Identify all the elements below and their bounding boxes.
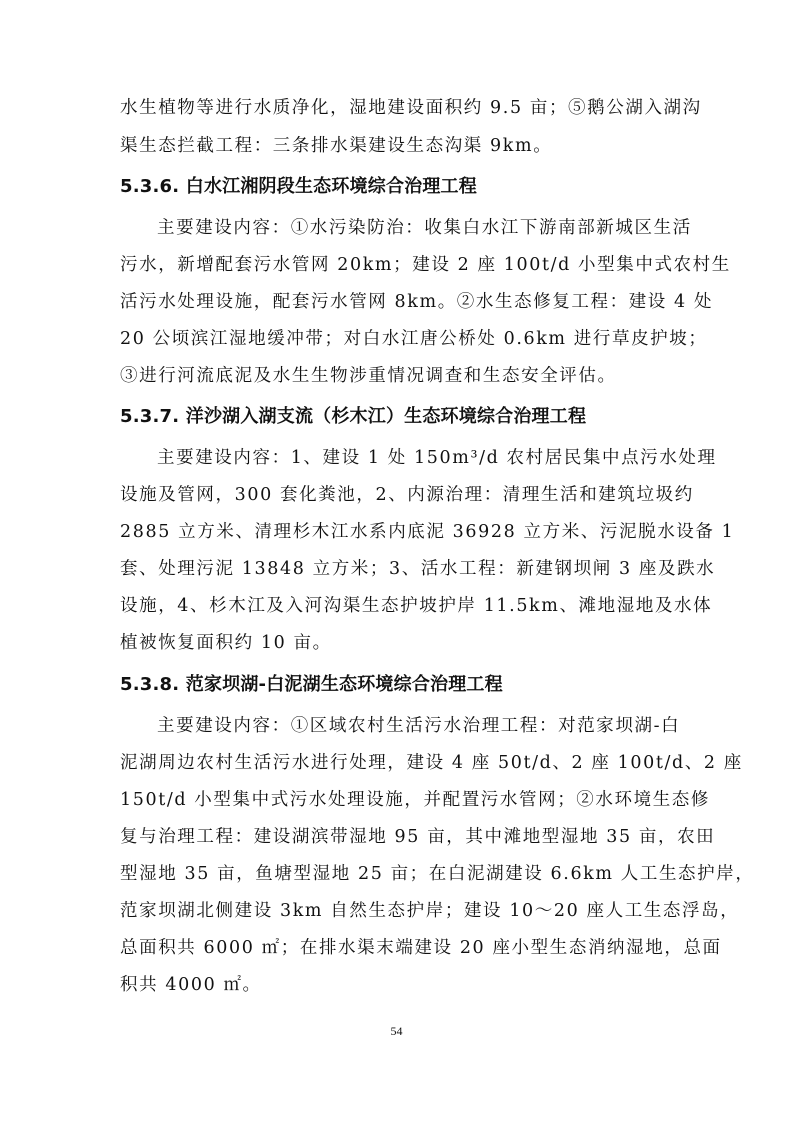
paragraph-line: 泥湖周边农村生活污水进行处理，建设 4 座 50t/d、2 座 100t/d、2 座 — [120, 753, 743, 773]
paragraph-line: 型湿地 35 亩，鱼塘型湿地 25 亩；在白泥湖建设 6.6km 人工生态护岸， — [120, 864, 755, 884]
paragraph-line: 积共 4000 ㎡。 — [120, 975, 262, 995]
paragraph-line: 套、处理污泥 13848 立方米；3、活水工程：新建钢坝闸 3 座及跌水 — [120, 559, 716, 579]
paragraph-line: 主要建设内容：1、建设 1 处 150m³/d 农村居民集中点污水处理 — [157, 448, 717, 468]
paragraph-line: 总面积共 6000 ㎡；在排水渠末端建设 20 座小型生态消纳湿地，总面 — [120, 938, 722, 958]
paragraph-line: 水生植物等进行水质净化，湿地建设面积约 9.5 亩；⑤鹅公湖入湖沟 — [120, 98, 702, 118]
section-heading-5-3-7: 5.3.7. 洋沙湖入湖支流（杉木江）生态环境综合治理工程 — [120, 406, 587, 427]
paragraph-line: 渠生态拦截工程：三条排水渠建设生态沟渠 9km。 — [120, 136, 553, 156]
section-heading-5-3-6: 5.3.6. 白水江湘阴段生态环境综合治理工程 — [120, 176, 477, 197]
paragraph-line: 植被恢复面积约 10 亩。 — [120, 633, 332, 653]
paragraph-line: 设施，4、杉木江及入河沟渠生态护坡护岸 11.5km、滩地湿地及水体 — [120, 596, 713, 616]
paragraph-line: 20 公顷滨江湿地缓冲带；对白水江唐公桥处 0.6km 进行草皮护坡； — [120, 329, 708, 349]
paragraph-line: 设施及管网，300 套化粪池，2、内源治理：清理生活和建筑垃圾约 — [120, 485, 694, 505]
paragraph-line: 主要建设内容：①区域农村生活污水治理工程：对范家坝湖-白 — [157, 716, 681, 736]
paragraph-line: 主要建设内容：①水污染防治：收集白水江下游南部新城区生活 — [157, 218, 692, 238]
paragraph-line: 范家坝湖北侧建设 3km 自然生态护岸；建设 10～20 座人工生态浮岛， — [120, 901, 740, 921]
paragraph-line: ③进行河流底泥及水生生物涉重情况调查和生态安全评估。 — [120, 366, 617, 386]
section-heading-5-3-8: 5.3.8. 范家坝湖-白泥湖生态环境综合治理工程 — [120, 674, 503, 695]
paragraph-line: 活污水处理设施，配套污水管网 8km。②水生态修复工程：建设 4 处 — [120, 292, 714, 312]
page-number: 54 — [390, 1024, 403, 1038]
paragraph-line: 150t/d 小型集中式污水处理设施，并配置污水管网；②水环境生态修 — [120, 790, 710, 810]
paragraph-line: 复与治理工程：建设湖滨带湿地 95 亩，其中滩地型湿地 35 亩，农田 — [120, 827, 716, 847]
paragraph-line: 污水，新增配套污水管网 20km；建设 2 座 100t/d 小型集中式农村生 — [120, 255, 731, 275]
paragraph-line: 2885 立方米、清理杉木江水系内底泥 36928 立方米、污泥脱水设备 1 — [120, 522, 735, 542]
